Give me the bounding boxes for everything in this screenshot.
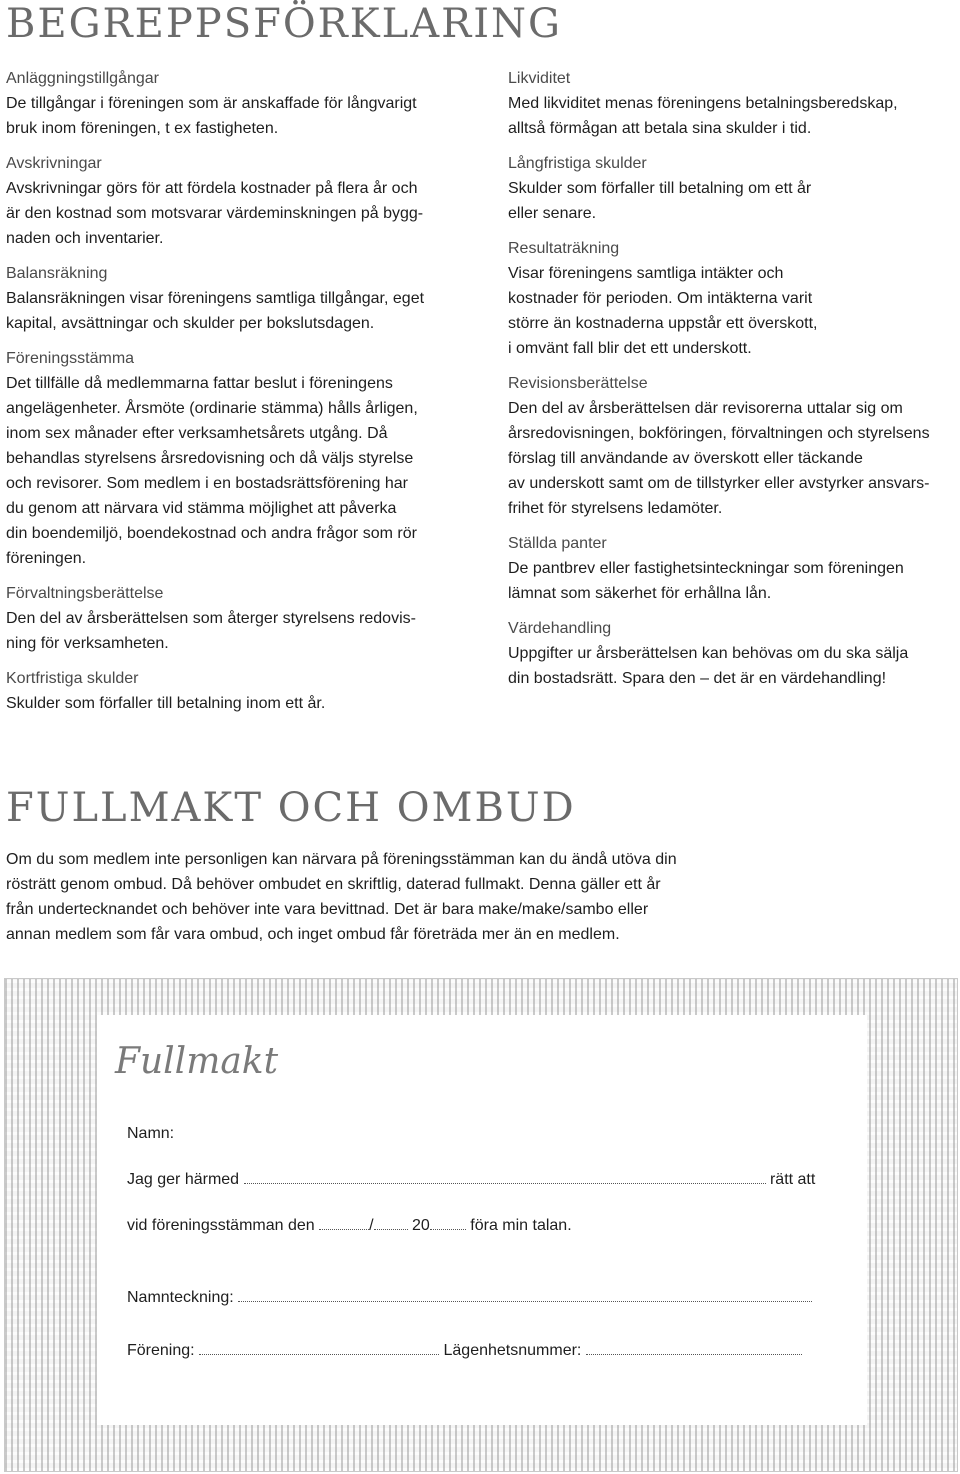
glossary-definition: De pantbrev eller fastighetsinteckningar som föreningen lämnat som säkerhet för erhållna lån. [508,560,904,602]
proxy-intro-text: Om du som medlem inte personligen kan närvara på föreningsstämman kan du ändå utöva din rösträtt genom ombud. Då behöver ombudet en skriftlig, daterad fullmakt. Denna gäller ett år från undertecknandet och behöver inte vara bevittnad. Det är bara make/make/sambo eller annan medlem som får vara ombud, och inget ombud får företräda mer än en medlem. [6,851,677,943]
apartment-label: Lägenhetsnummer: [443,1342,582,1359]
glossary-definition: Uppgifter ur årsberättelsen kan behövas om du ska sälja din bostadsrätt. Spara den – det är en värdehandling! [508,645,909,687]
year-field[interactable] [430,1215,466,1230]
meeting-label: vid föreningsstämman den [127,1217,315,1234]
glossary-left-column [6,66,461,726]
glossary-term: Långfristiga skulder [508,155,647,172]
name-row [127,1125,174,1143]
association-label: Förening: [127,1342,195,1359]
glossary-term: Ställda panter [508,535,607,552]
glossary-definition: Balansräkningen visar föreningens samtliga tillgångar, eget kapital, avsättningar och skulder per bokslutsdagen. [6,290,425,332]
glossary-definition: Avskrivningar görs för att fördela kostnader på flera år och är den kostnad som motsvarar värdeminskningen på bygg- naden och inventarier. [6,180,424,247]
year-prefix: 20 [412,1217,430,1234]
glossary-definition: Visar föreningens samtliga intäkter och kostnader för perioden. Om intäkterna varit större än kostnaderna uppstår ett överskott, i omvänt fall blir det ett underskott. [508,265,818,357]
glossary-title: BEGREPPSFÖRKLARING [6,1,562,47]
proxy-form-frame [4,978,958,1472]
day-field[interactable] [319,1215,369,1230]
glossary-definition: Med likviditet menas föreningens betalningsberedskap, alltså förmågan att betala sina skulder i tid. [508,95,898,137]
glossary-definition: De tillgångar i föreningen som är anskaffade för långvarigt bruk inom föreningen, t ex fastigheten. [6,95,417,137]
glossary-term: Balansräkning [6,265,108,282]
proxy-form [97,1015,867,1425]
apartment-field[interactable] [586,1340,802,1355]
proxy-title: FULLMAKT OCH OMBUD [6,785,576,831]
glossary-right-column [508,66,960,701]
glossary-term: Kortfristiga skulder [6,670,139,687]
glossary-term: Revisionsberättelse [508,375,648,392]
glossary-definition: Den del av årsberättelsen som återger styrelsens redovis- ning för verksamheten. [6,610,416,652]
glossary-term: Anläggningstillgångar [6,70,159,87]
meeting-suffix: föra min talan. [470,1217,572,1234]
glossary-term: Värdehandling [508,620,612,637]
glossary-definition: Den del av årsberättelsen där revisorerna uttalar sig om årsredovisningen, bokföringen, förvaltningen och styrelsens förslag till användande av överskott eller täckande av underskott samt om de tillstyrker eller avstyrker ansvars- frihet för styrelsens ledamöter. [508,400,930,517]
grant-label: Jag ger härmed [127,1171,240,1188]
form-title: Fullmakt [115,1041,279,1082]
grant-row [127,1169,815,1189]
glossary-term: Likviditet [508,70,571,87]
month-field[interactable] [374,1215,408,1230]
glossary-definition: Det tillfälle då medlemmarna fattar beslut i föreningens angelägenheter. Årsmöte (ordinarie stämma) hålls årligen, inom sex månader efter verksamhetsårets utgång. Då behandlas styrelsens årsredovisning och då väljs styrelse och revisorer. Som medlem i en bostadsrättsförening har du genom att närvara vid stämma möjlighet att påverka din boendemiljö, boendekostnad och andra frågor som rör föreningen. [6,375,418,567]
glossary-definition: Skulder som förfaller till betalning om ett år eller senare. [508,180,812,222]
date-separator: / [369,1217,374,1234]
glossary-definition: Skulder som förfaller till betalning inom ett år. [6,695,326,712]
signature-field[interactable] [238,1287,812,1302]
association-field[interactable] [199,1340,439,1355]
glossary-term: Avskrivningar [6,155,102,172]
association-row [127,1340,802,1360]
name-label: Namn: [127,1125,175,1142]
grant-field[interactable] [244,1169,766,1184]
signature-label: Namnteckning: [127,1289,234,1306]
signature-row [127,1287,812,1307]
grant-suffix: rätt att [769,1171,816,1188]
glossary-term: Resultaträkning [508,240,620,257]
glossary-term: Föreningsstämma [6,350,135,367]
meeting-row [127,1215,572,1235]
glossary-term: Förvaltningsberättelse [6,585,164,602]
